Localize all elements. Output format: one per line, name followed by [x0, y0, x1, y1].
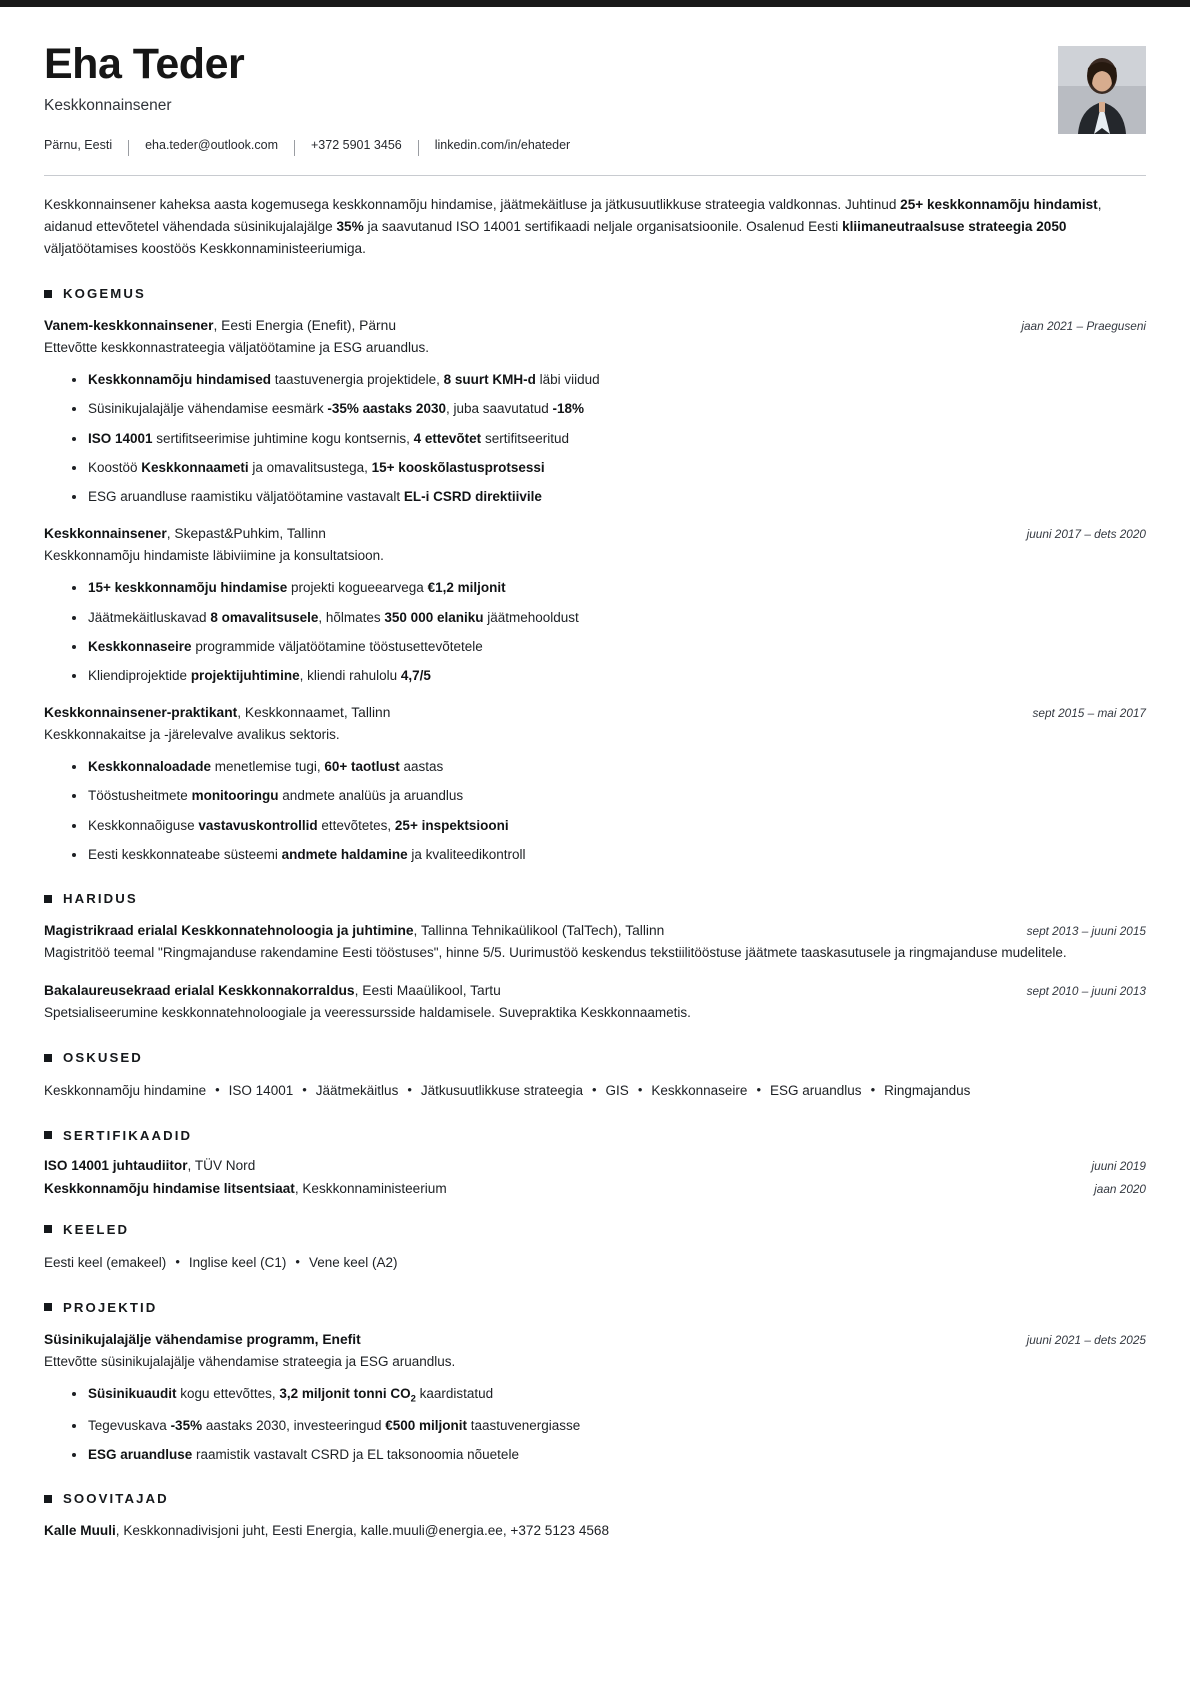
- entry-bullet-list: [44, 757, 1146, 865]
- section-header: [44, 1491, 1146, 1506]
- emphasis-text: 60+ taotlust: [324, 759, 400, 775]
- body-text: Süsinikujalajälje vähendamise eesmärk: [88, 401, 328, 417]
- body-text: ja saavutanud ISO 14001 sertifikaadi neljale organisatsioonile. Osalenud Eesti: [363, 219, 843, 235]
- body-text: Keskkonnaõiguse: [88, 817, 199, 833]
- entry-bullet-list: [44, 370, 1146, 507]
- resume-entry: [44, 981, 1146, 1024]
- emphasis-text: Keskkonnainsener: [44, 526, 167, 542]
- body-text: Keskkonnainsener kaheksa aasta kogemusega keskkonnamõju hindamise, jäätmekäitluse ja jätkusuutlikkuse strateegia valdkonnas. Juhtinud: [44, 197, 901, 213]
- contact-divider: [418, 140, 419, 156]
- body-text: , kliendi rahulolu: [299, 668, 401, 684]
- contact-divider: [294, 140, 295, 156]
- bullet-item: [72, 608, 1146, 628]
- body-text: kogu ettevõttes,: [176, 1385, 280, 1401]
- entry-title: [44, 981, 501, 1001]
- header-divider: [44, 175, 1146, 176]
- emphasis-text: projektijuhtimine: [190, 668, 300, 684]
- list-separator-dot: •: [175, 1253, 180, 1269]
- body-text: Tegevuskava: [88, 1417, 171, 1433]
- body-text: , Keskkonnaamet, Tallinn: [237, 705, 391, 721]
- body-text: kaardistatud: [415, 1385, 494, 1401]
- list-item: ISO 14001: [228, 1083, 294, 1099]
- contact-phone[interactable]: +372 5901 3456: [311, 138, 402, 153]
- section-title: SOOVITAJAD: [63, 1491, 169, 1506]
- body-text: taastuvenergiasse: [466, 1417, 581, 1433]
- certificate-row: [44, 1181, 1146, 1196]
- entry-title: [44, 703, 390, 723]
- reference-item: [44, 1521, 1146, 1541]
- section-projects: [44, 1300, 1146, 1465]
- project-entries: [44, 1330, 1146, 1465]
- body-text: Koostöö: [88, 459, 142, 475]
- entry-description: Keskkonnamõju hindamiste läbiviimine ja konsultatsioon.: [44, 548, 384, 564]
- emphasis-text: Keskkonnaloadade: [88, 759, 212, 775]
- emphasis-text: 15+ kooskõlastusprotsessi: [371, 459, 545, 475]
- body-text: , Eesti Maaülikool, Tartu: [354, 983, 501, 999]
- section-header: [44, 891, 1146, 906]
- body-text: , Keskkonnadivisjoni juht, Eesti Energia, kalle.muuli@energia.ee, +372 5123 4568: [115, 1523, 610, 1538]
- body-text: ESG aruandluse raamistiku väljatöötamine vastavalt: [88, 489, 404, 505]
- entry-date: sept 2013 – juuni 2015: [1026, 924, 1146, 939]
- body-text: Jäätmekäitluskavad: [88, 609, 211, 625]
- section-education: [44, 891, 1146, 1024]
- entry-description: Spetsialiseerumine keskkonnatehnoloogiale ja veeressursside haldamisele. Suvepraktika Keskkonnaametis.: [44, 1005, 691, 1021]
- entry-header: [44, 703, 1146, 723]
- resume-header: [44, 42, 1146, 153]
- square-bullet-icon: [44, 1225, 52, 1233]
- square-bullet-icon: [44, 895, 52, 903]
- entry-title: [44, 316, 396, 336]
- section-title: OSKUSED: [63, 1050, 143, 1066]
- body-text: Tööstusheitmete: [88, 788, 192, 804]
- bullet-item: [72, 845, 1146, 865]
- experience-entries: [44, 316, 1146, 865]
- resume-entry: [44, 921, 1146, 964]
- emphasis-text: Süsinikuaudit: [88, 1385, 177, 1401]
- certificate-title: [44, 1181, 447, 1196]
- contact-email[interactable]: eha.teder@outlook.com: [145, 138, 278, 153]
- emphasis-text: €500 miljonit: [385, 1417, 467, 1433]
- emphasis-text: Süsinikujalajälje vähendamise programm, Enefit: [44, 1331, 361, 1347]
- section-title: KEELED: [63, 1221, 130, 1237]
- entry-date: juuni 2021 – dets 2025: [1026, 1332, 1146, 1347]
- job-role-subtitle: Keskkonnainsener: [44, 97, 172, 115]
- emphasis-text: 15+ keskkonnamõju hindamise: [88, 580, 288, 596]
- emphasis-text: monitooringu: [191, 788, 279, 804]
- section-header: [44, 1128, 1146, 1143]
- emphasis-text: 35%: [336, 219, 364, 235]
- entry-header: [44, 524, 1146, 544]
- entry-title: [44, 524, 326, 544]
- emphasis-text: Keskkonnamõju hindamise litsentsiaat: [44, 1180, 295, 1196]
- square-bullet-icon: [44, 1131, 52, 1139]
- entry-description: Ettevõtte keskkonnastrateegia väljatöötamine ja ESG aruandlus.: [44, 340, 429, 356]
- body-text: taastuvenergia projektidele,: [271, 372, 444, 388]
- list-separator-dot: •: [215, 1082, 220, 1098]
- body-text: , hõlmates: [318, 609, 385, 625]
- section-header: [44, 286, 1146, 301]
- emphasis-text: Keskkonnaameti: [141, 459, 249, 475]
- list-separator-dot: •: [407, 1082, 412, 1098]
- section-title: SERTIFIKAADID: [63, 1127, 193, 1143]
- emphasis-text: ESG aruandluse: [88, 1446, 193, 1462]
- emphasis-text: kliimaneutraalsuse strateegia 2050: [842, 219, 1067, 235]
- list-separator-dot: •: [756, 1082, 761, 1098]
- bullet-item: [72, 487, 1146, 507]
- bullet-item: [72, 1416, 1146, 1436]
- emphasis-text: 3,2 miljonit tonni $CO_2$: [279, 1385, 416, 1405]
- entry-date: sept 2015 – mai 2017: [1032, 706, 1146, 721]
- list-separator-dot: •: [302, 1082, 307, 1098]
- square-bullet-icon: [44, 1495, 52, 1503]
- bullet-item: [72, 1384, 1146, 1407]
- body-text: , Keskkonnaministeerium: [294, 1180, 447, 1196]
- contact-location: Pärnu, Eesti: [44, 138, 113, 153]
- entry-header: [44, 1330, 1146, 1350]
- bullet-item: [72, 458, 1146, 478]
- body-text: , aidanud ettevõtetel vähendada süsinikujalajälge: [44, 197, 1102, 235]
- body-text: raamistik vastavalt CSRD ja EL taksonoomia nõuetele: [192, 1446, 519, 1462]
- bullet-item: [72, 637, 1146, 657]
- entry-header: [44, 921, 1146, 941]
- emphasis-text: Magistrikraad erialal Keskkonnatehnoloogia ja juhtimine: [44, 923, 414, 939]
- emphasis-text: -35% aastaks 2030: [327, 401, 446, 417]
- resume-entry: [44, 703, 1146, 865]
- square-bullet-icon: [44, 1303, 52, 1311]
- emphasis-text: Keskkonnainsener-praktikant: [44, 705, 238, 721]
- emphasis-text: 25+ inspektsiooni: [394, 817, 509, 833]
- body-text: aastas: [399, 759, 444, 775]
- entry-header: [44, 316, 1146, 336]
- entry-bullet-list: [44, 578, 1146, 686]
- emphasis-text: Bakalaureusekraad erialal Keskkonnakorraldus: [44, 983, 355, 999]
- list-separator-dot: •: [637, 1082, 643, 1098]
- reference-entries: [44, 1521, 1146, 1541]
- list-separator-dot: •: [295, 1253, 300, 1269]
- avatar: [1058, 46, 1146, 134]
- emphasis-text: 8 omavalitsusele: [210, 609, 319, 625]
- emphasis-text: -35%: [170, 1417, 203, 1433]
- list-item: Keskkonnaseire: [651, 1083, 748, 1099]
- resume-entry: [44, 316, 1146, 507]
- list-item: Jätkusuutlikkuse strateegia: [420, 1083, 583, 1099]
- bullet-item: [72, 666, 1146, 686]
- list-separator-dot: •: [870, 1082, 876, 1098]
- emphasis-text: Keskkonnamõju hindamised: [88, 372, 272, 388]
- body-text: aastaks 2030, investeeringud: [202, 1417, 386, 1433]
- emphasis-text: ISO 14001: [88, 430, 153, 446]
- bullet-item: [72, 429, 1146, 449]
- emphasis-text: Kalle Muuli: [44, 1523, 116, 1538]
- body-text: andmete analüüs ja aruandlus: [278, 788, 464, 804]
- section-skills: [44, 1050, 1146, 1102]
- body-text: sertifitseerimise juhtimine kogu kontsernis,: [152, 430, 414, 446]
- entry-date: sept 2010 – juuni 2013: [1026, 984, 1146, 999]
- bullet-item: [72, 1445, 1146, 1465]
- body-text: väljatöötamises koostöös Keskkonnaministeeriumiga.: [44, 241, 366, 257]
- certificate-rows: [44, 1158, 1146, 1196]
- list-item: GIS: [605, 1083, 629, 1099]
- list-item: ESG aruandlus: [770, 1083, 862, 1099]
- emphasis-text: 4 ettevõtet: [413, 430, 482, 446]
- entry-bullet-list: [44, 1384, 1146, 1465]
- emphasis-text: 8 suurt KMH-d: [443, 372, 536, 388]
- entry-date: juuni 2017 – dets 2020: [1026, 527, 1146, 542]
- body-text: ja omavalitsustega,: [248, 459, 372, 475]
- body-text: , Skepast&Puhkim, Tallinn: [166, 526, 326, 542]
- body-text: sertifitseeritud: [481, 430, 569, 446]
- entry-header: [44, 981, 1146, 1001]
- body-text: programmide väljatöötamine tööstusettevõtetele: [191, 638, 483, 654]
- section-references: [44, 1491, 1146, 1541]
- emphasis-text: Vanem-keskkonnainsener: [44, 318, 214, 334]
- section-title: KOGEMUS: [63, 286, 146, 302]
- entry-description: Ettevõtte süsinikujalajälje vähendamise strateegia ja ESG aruandlus.: [44, 1353, 456, 1369]
- body-text: läbi viidud: [535, 372, 600, 388]
- emphasis-text: EL-i CSRD direktiivile: [403, 489, 542, 505]
- list-item: Inglise keel (C1): [188, 1254, 287, 1270]
- bullet-item: [72, 786, 1146, 806]
- entry-title: [44, 1330, 361, 1350]
- certificate-date: juuni 2019: [1091, 1158, 1146, 1173]
- section-header: [44, 1222, 1146, 1237]
- body-text: ettevõtetes,: [317, 817, 395, 833]
- emphasis-text: -18%: [552, 401, 585, 417]
- contact-linkedin[interactable]: linkedin.com/in/ehateder: [434, 138, 571, 153]
- resume-entry: [44, 1330, 1146, 1465]
- section-header: [44, 1050, 1146, 1065]
- contact-divider: [128, 140, 129, 156]
- body-text: , Eesti Energia (Enefit), Pärnu: [213, 318, 396, 334]
- body-text: , juba saavutatud: [445, 401, 553, 417]
- emphasis-text: ISO 14001 juhtaudiitor: [44, 1157, 188, 1173]
- emphasis-text: Keskkonnaseire: [88, 638, 192, 654]
- skills-list: [44, 1080, 1146, 1102]
- entry-title: [44, 921, 664, 941]
- emphasis-text: vastavuskontrollid: [198, 817, 318, 833]
- section-title: PROJEKTID: [63, 1299, 158, 1315]
- body-text: menetlemise tugi,: [211, 759, 325, 775]
- section-experience: [44, 286, 1146, 865]
- bullet-item: [72, 578, 1146, 598]
- certificate-title: [44, 1158, 255, 1173]
- body-text: ja kvaliteedikontroll: [407, 846, 526, 862]
- entry-description: Magistritöö teemal "Ringmajanduse rakendamine Eesti tööstuses", hinne 5/5. Uurimustöö keskendus tekstiilitööstuse jäätmete taaskasutusele ja ringmajanduse mudelitele.: [44, 945, 1067, 961]
- section-languages: [44, 1222, 1146, 1274]
- section-certificates: [44, 1128, 1146, 1196]
- list-item: Keskkonnamõju hindamine: [44, 1083, 207, 1099]
- bullet-item: [72, 757, 1146, 777]
- body-text: projekti kogueearvega: [287, 580, 428, 596]
- certificate-row: [44, 1158, 1146, 1173]
- languages-list: [44, 1252, 1146, 1274]
- list-item: Eesti keel (emakeel): [44, 1254, 167, 1270]
- bullet-item: [72, 399, 1146, 419]
- entry-description: Keskkonnakaitse ja -järelevalve avalikus sektoris.: [44, 727, 340, 743]
- entry-date: jaan 2021 – Praeguseni: [1021, 319, 1146, 334]
- section-title: HARIDUS: [63, 891, 138, 907]
- list-item: Ringmajandus: [884, 1083, 971, 1099]
- section-header: [44, 1300, 1146, 1315]
- square-bullet-icon: [44, 290, 52, 298]
- body-text: Kliendiprojektide: [88, 668, 191, 684]
- certificate-date: jaan 2020: [1094, 1181, 1146, 1196]
- body-text: , Tallinna Tehnikaülikool (TalTech), Tallinn: [413, 923, 665, 939]
- bullet-item: [72, 370, 1146, 390]
- emphasis-text: 350 000 elaniku: [384, 609, 484, 625]
- list-item: Jäätmekäitlus: [315, 1083, 399, 1099]
- list-item: Vene keel (A2): [308, 1254, 398, 1270]
- emphasis-text: €1,2 miljonit: [427, 580, 506, 596]
- body-text: Eesti keskkonnateabe süsteemi: [88, 846, 282, 862]
- page-title: Eha Teder: [44, 40, 245, 88]
- resume-entry: [44, 524, 1146, 686]
- emphasis-text: andmete haldamine: [281, 846, 408, 862]
- education-entries: [44, 921, 1146, 1024]
- emphasis-text: 4,7/5: [400, 668, 431, 684]
- professional-summary: [44, 194, 1146, 260]
- body-text: jäätmehooldust: [483, 609, 579, 625]
- body-text: , TÜV Nord: [187, 1157, 256, 1173]
- bullet-item: [72, 816, 1146, 836]
- list-separator-dot: •: [591, 1082, 597, 1098]
- contact-bar: [44, 137, 1146, 153]
- emphasis-text: 25+ keskkonnamõju hindamist: [900, 197, 1098, 213]
- square-bullet-icon: [44, 1054, 52, 1062]
